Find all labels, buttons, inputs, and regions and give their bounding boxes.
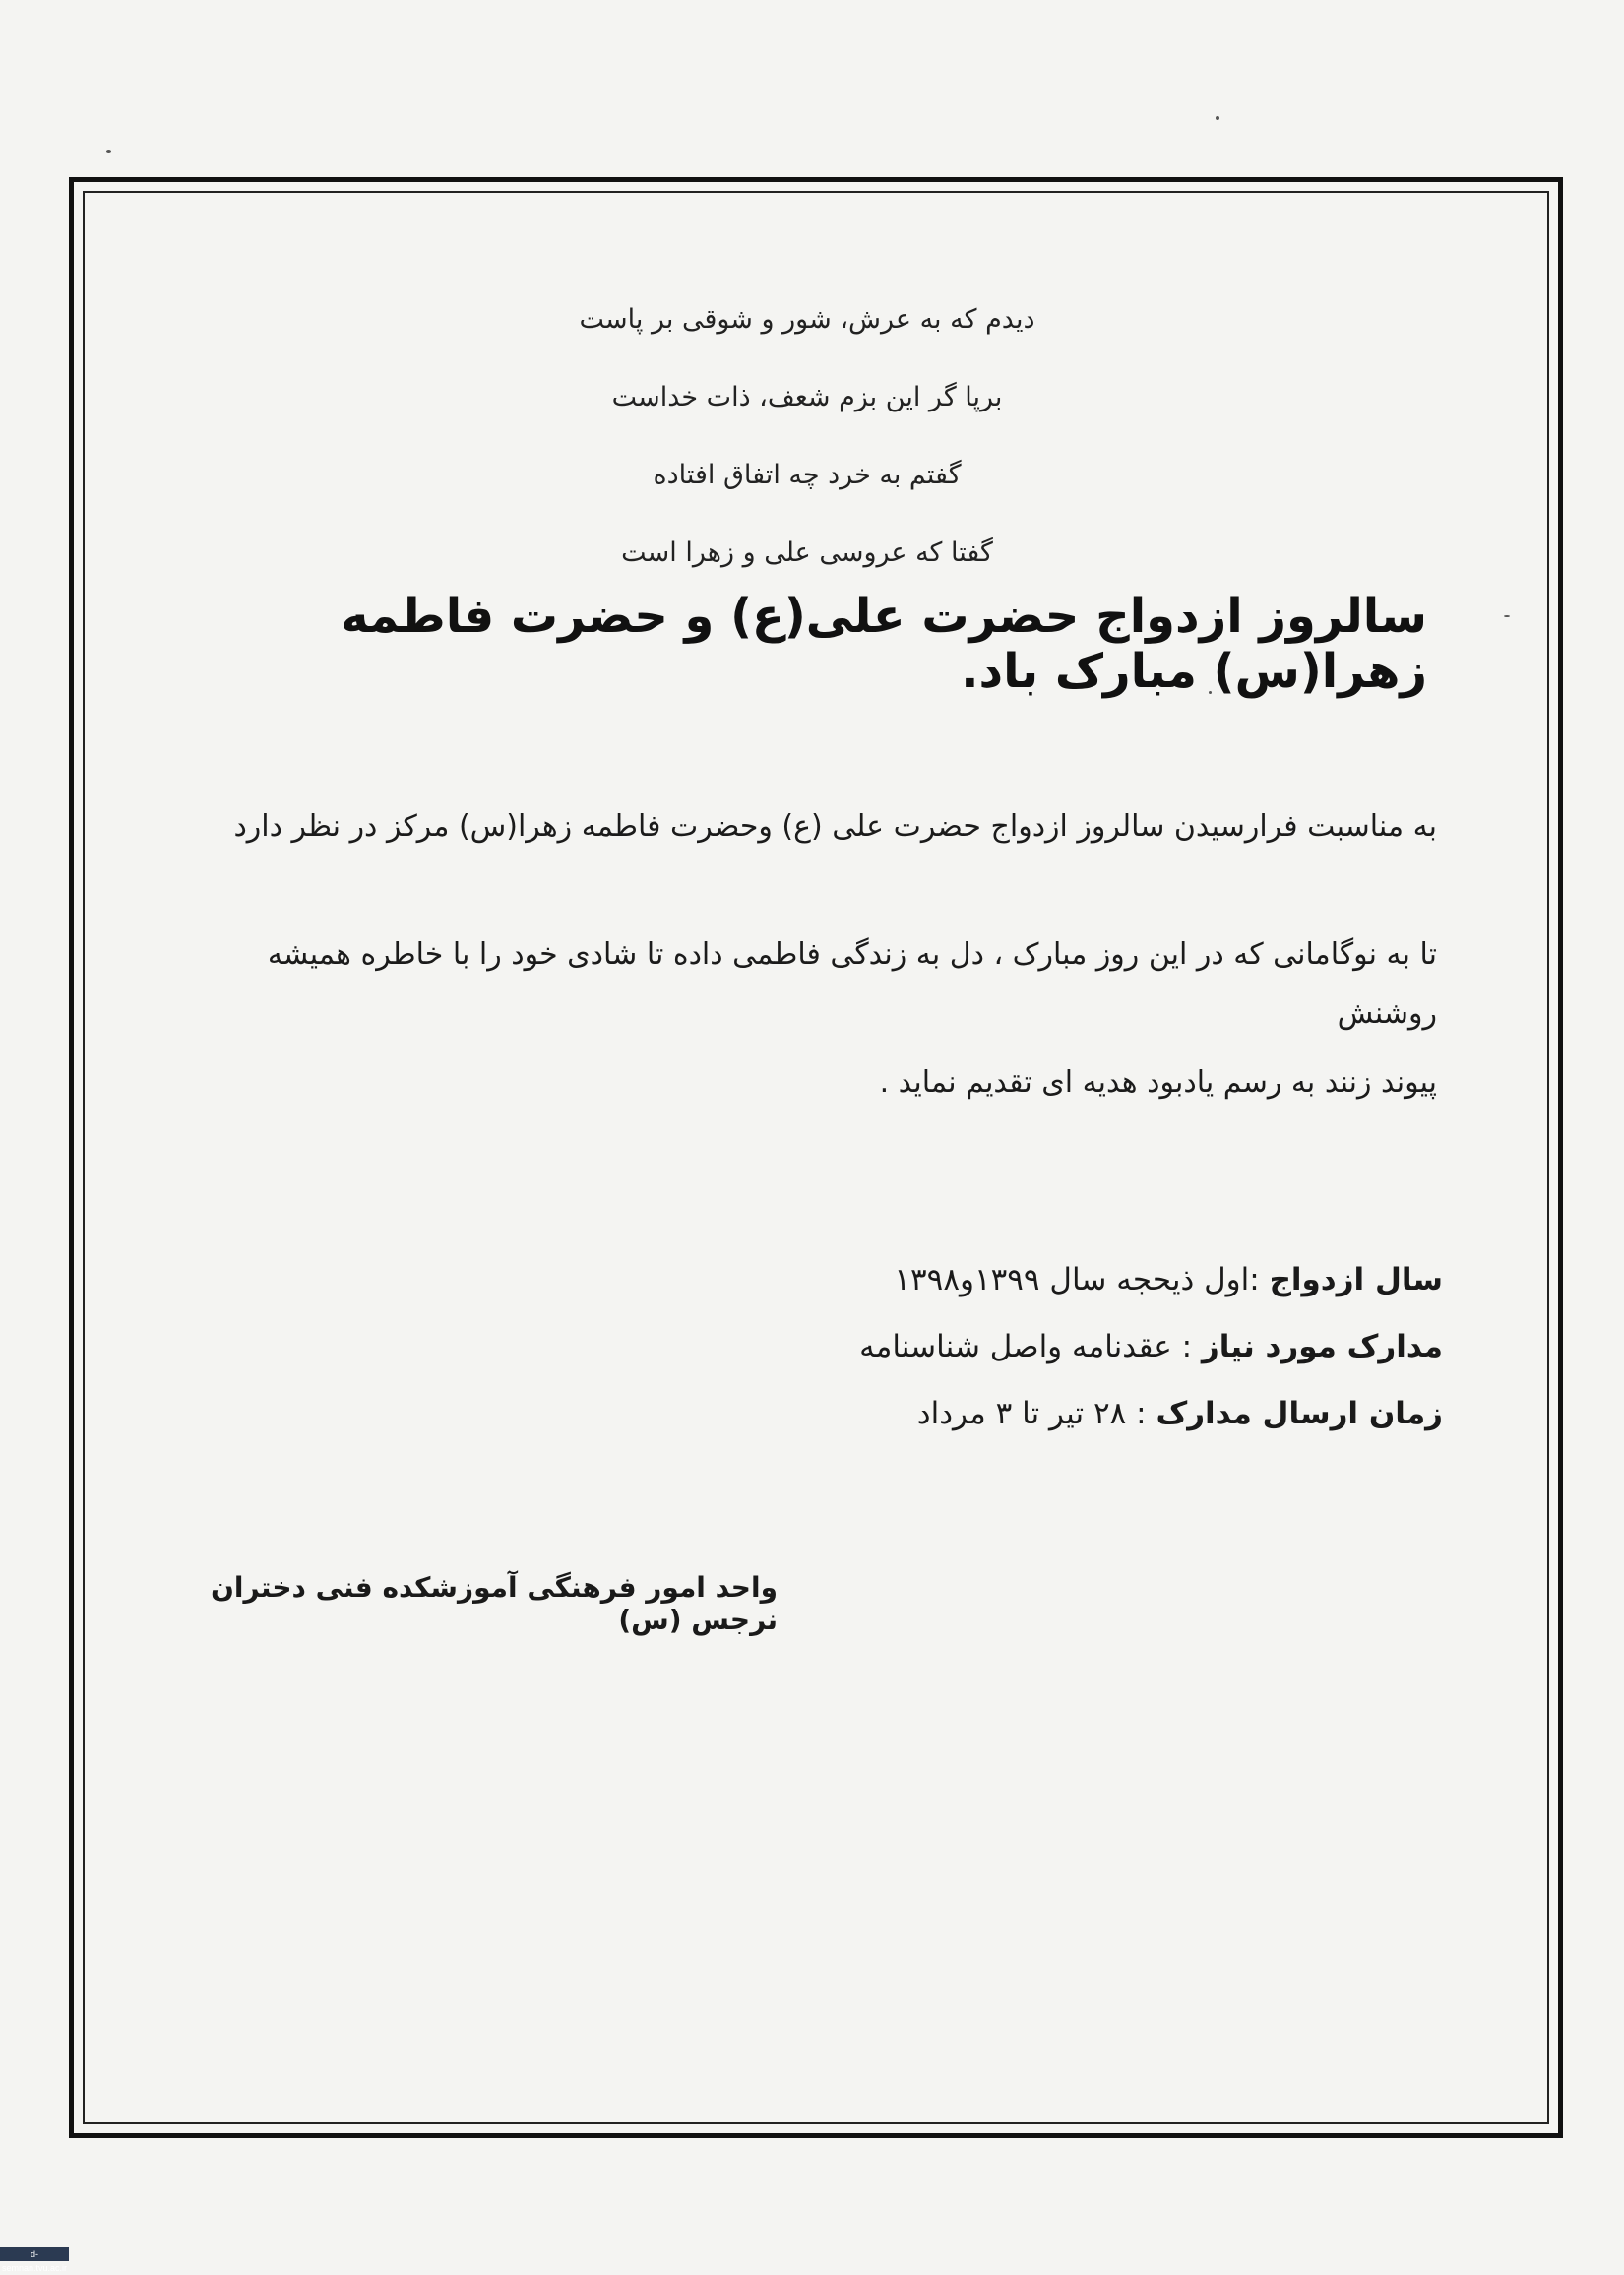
- detail-value: :اول ذیحجه سال ۱۳۹۹و۱۳۹۸: [894, 1262, 1270, 1297]
- scan-speck: [1504, 615, 1510, 617]
- detail-value: : ۲۸ تیر تا ۳ مرداد: [916, 1396, 1156, 1431]
- headline: سالروز ازدواج حضرت علی(ع) و حضرت فاطمه زهرا(س) مبارک باد.: [341, 589, 1427, 699]
- detail-required-documents: [591, 1317, 1443, 1384]
- poem-line: گفتا که عروسی علی و زهرا است: [621, 537, 993, 568]
- detail-submission-period: [591, 1384, 1443, 1451]
- detail-label: سال ازدواج: [1269, 1262, 1443, 1297]
- site-watermark: d-semnan.tvu.ac.ir: [1, 2249, 68, 2273]
- body-line: به مناسبت فرارسیدن سالروز ازدواج حضرت علی (ع) وحضرت فاطمه زهرا(س) مرکز در نظر دارد: [233, 809, 1437, 844]
- poem: [551, 300, 1063, 611]
- detail-label: مدارک مورد نیاز: [1201, 1329, 1443, 1364]
- detail-value: : عقدنامه واصل شناسنامه: [859, 1329, 1202, 1364]
- scan-speck: [1216, 116, 1219, 120]
- poem-line: برپا گر این بزم شعف، ذات خداست: [611, 382, 1003, 412]
- signature: واحد امور فرهنگی آموزشکده فنی دختران نرجس (س): [210, 1571, 778, 1636]
- detail-marriage-year: [591, 1250, 1443, 1317]
- scan-speck: [106, 150, 111, 153]
- poem-line: دیدم که به عرش، شور و شوقی بر پاست: [579, 304, 1035, 335]
- details: [591, 1250, 1443, 1451]
- poem-line: گفتم به خرد چه اتفاق افتاده: [653, 460, 962, 490]
- detail-label: زمان ارسال مدارک: [1156, 1396, 1443, 1431]
- body-line: پیوند زنند به رسم یادبود هدیه ای تقدیم نماید .: [879, 1065, 1437, 1100]
- announcement-body: [187, 797, 1437, 1181]
- body-line: تا به نوگامانی که در این روز مبارک ، دل به زندگی فاطمی داده تا شادی خود را با خاطره همیشه روشنش: [267, 937, 1437, 1031]
